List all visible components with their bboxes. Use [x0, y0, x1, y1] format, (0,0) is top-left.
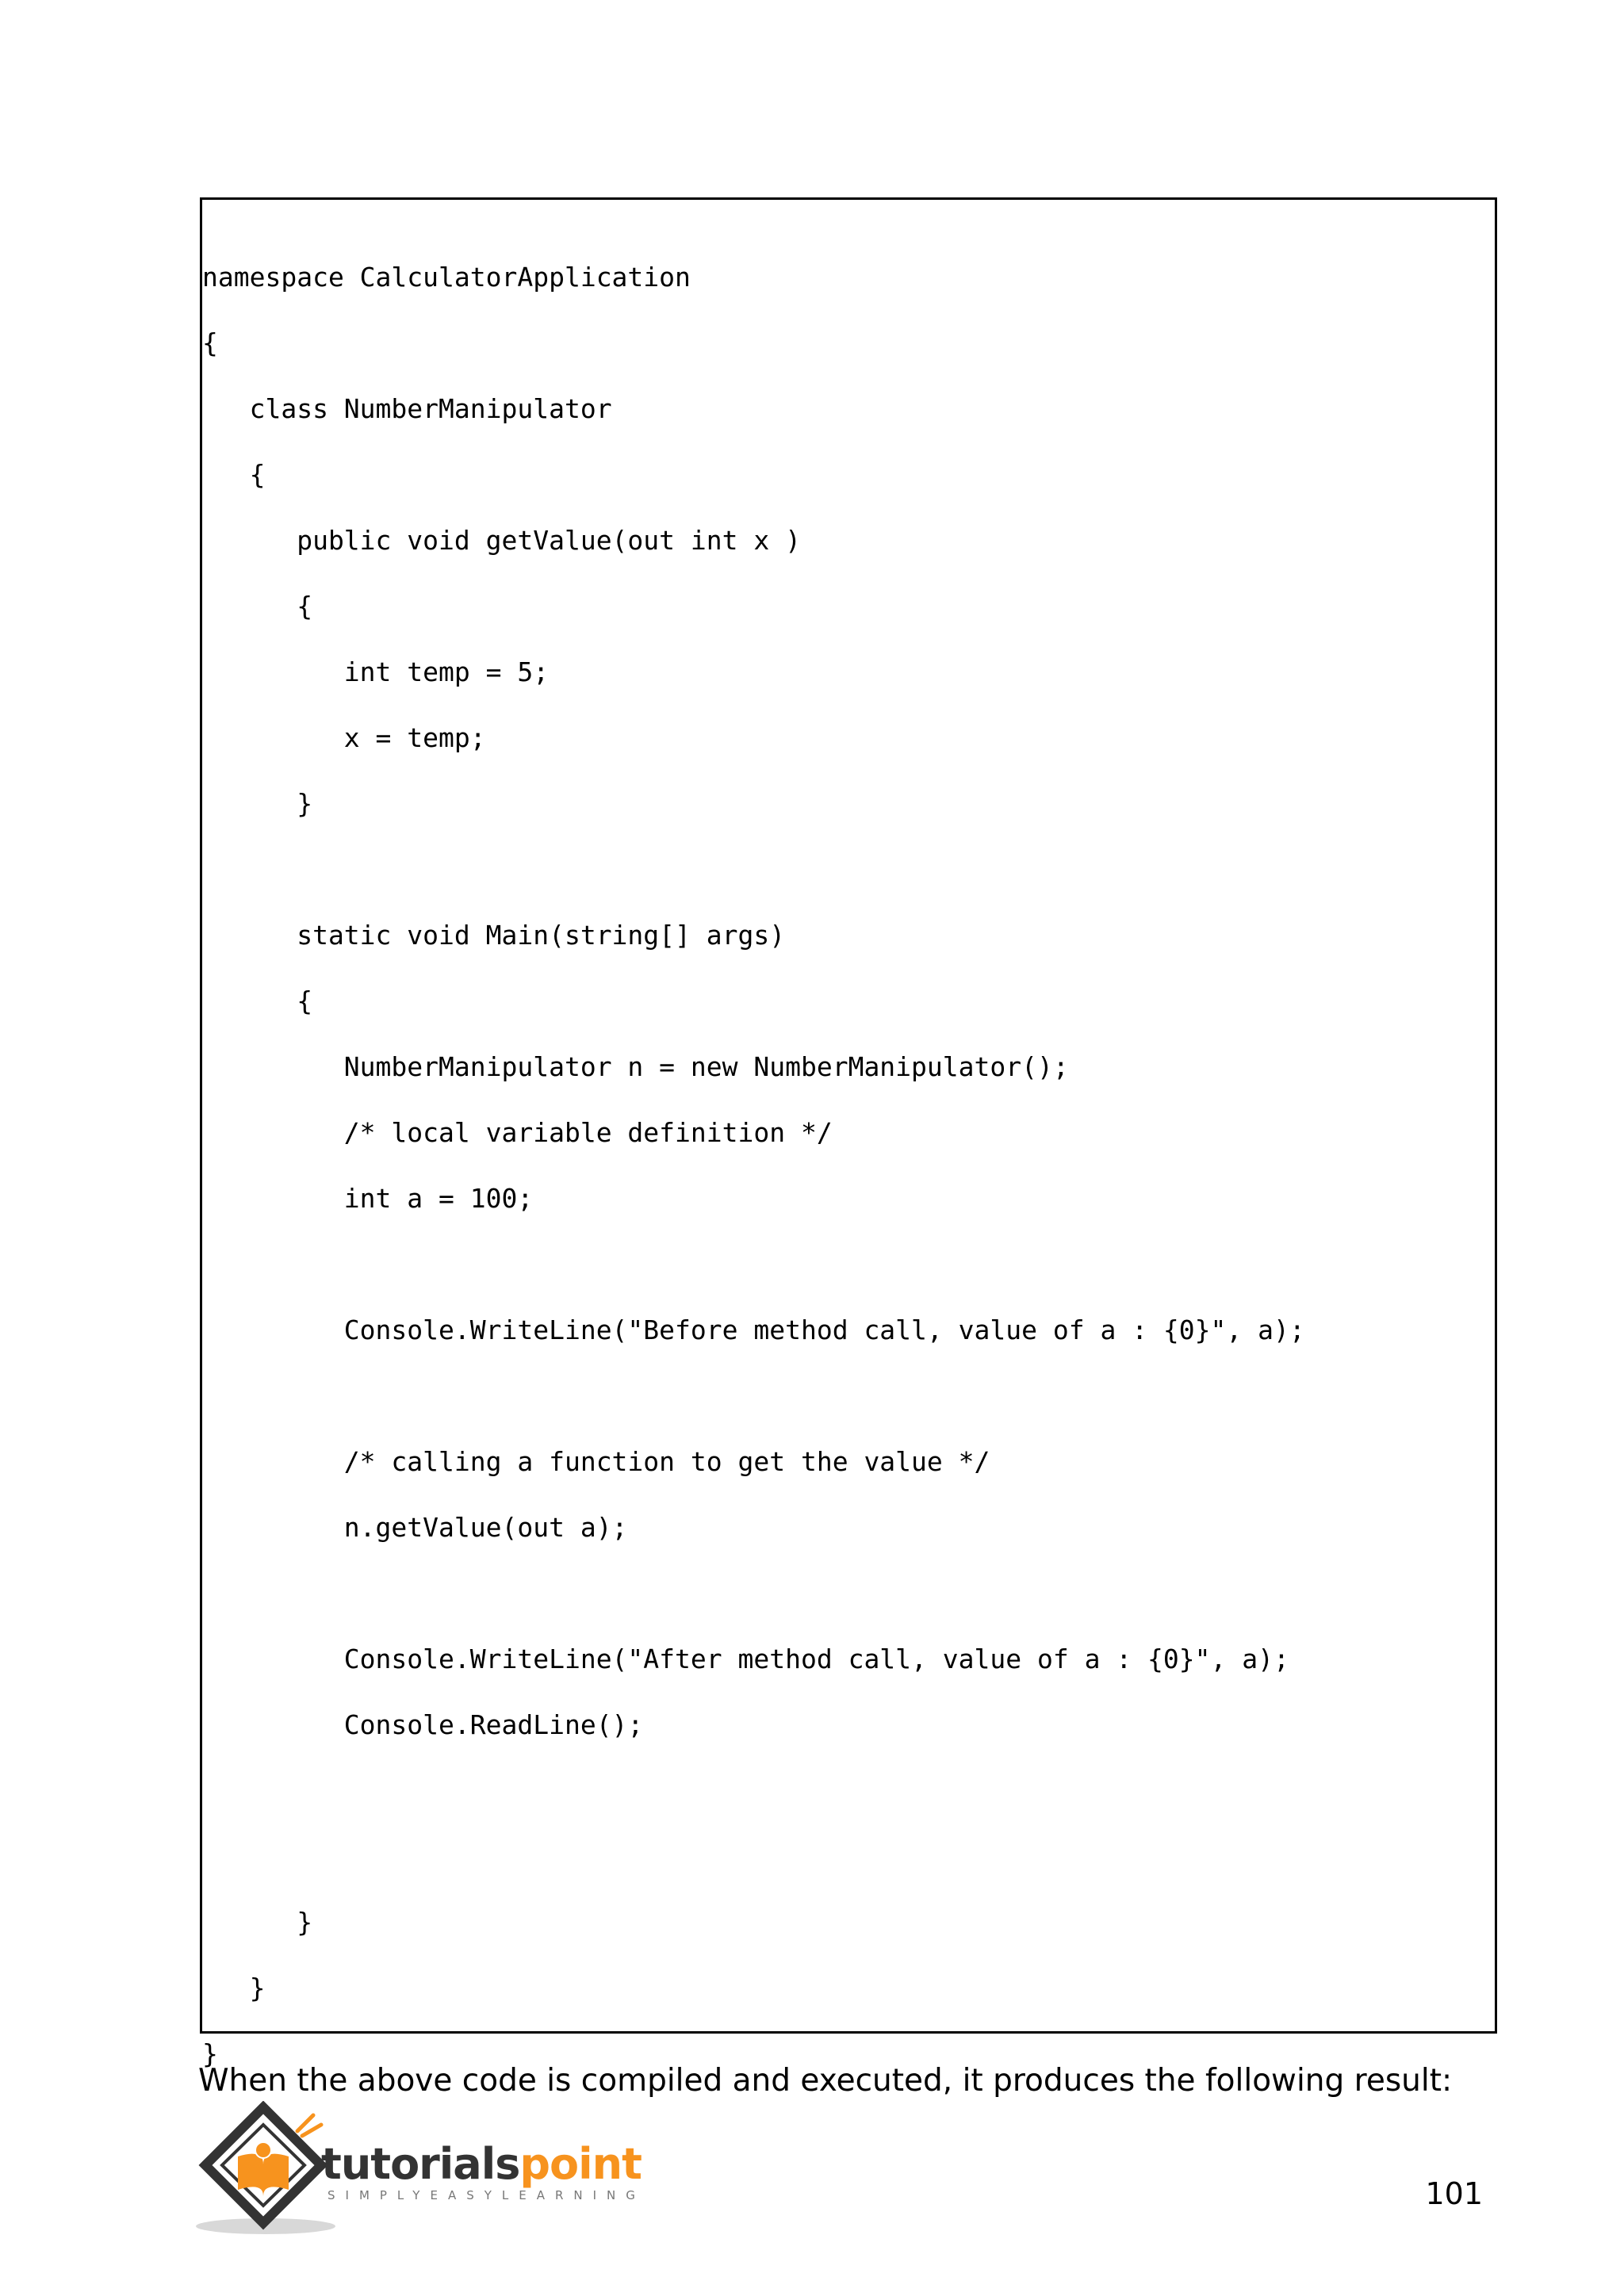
logo-tagline: SIMPLYEASYLEARNING: [327, 2188, 645, 2202]
code-line: {: [202, 985, 313, 1016]
logo-spark: [297, 2115, 321, 2136]
code-line: {: [202, 327, 218, 358]
code-line: class NumberManipulator: [202, 393, 612, 424]
code-line: }: [202, 1907, 313, 1938]
page-number: 101: [1425, 2176, 1483, 2211]
code-line: }: [202, 2038, 218, 2069]
code-line: public void getValue(out int x ): [202, 525, 801, 556]
code-line: n.getValue(out a);: [202, 1512, 628, 1543]
code-line: }: [202, 788, 313, 819]
code-line: NumberManipulator n = new NumberManipulator();: [202, 1051, 1069, 1082]
code-line: Console.WriteLine("Before method call, value of a : {0}", a);: [202, 1314, 1305, 1345]
code-line: {: [202, 591, 313, 622]
tutorialspoint-logo: [194, 2101, 654, 2236]
logo-wordmark: [321, 2139, 642, 2189]
code-line: {: [202, 459, 266, 490]
code-line: int temp = 5;: [202, 656, 550, 687]
code-line: Console.ReadLine();: [202, 1709, 644, 1740]
code-block: [200, 197, 1497, 2069]
logo-wordmark-tutorials: tutorials: [321, 2139, 520, 2189]
code-line: int a = 100;: [202, 1183, 534, 1214]
code-line: Console.WriteLine("After method call, value of a : {0}", a);: [202, 1644, 1289, 1674]
logo-wordmark-point: point: [519, 2139, 642, 2189]
code-line: static void Main(string[] args): [202, 920, 786, 951]
code-line: }: [202, 1973, 266, 2003]
result-caption: When the above code is compiled and executed, it produces the following result:: [198, 2063, 1453, 2099]
code-line: x = temp;: [202, 722, 486, 753]
code-line: /* calling a function to get the value */: [202, 1446, 990, 1477]
logo-figure-head: [255, 2142, 271, 2158]
code-line: /* local variable definition */: [202, 1117, 833, 1148]
code-line: namespace CalculatorApplication: [202, 262, 691, 293]
